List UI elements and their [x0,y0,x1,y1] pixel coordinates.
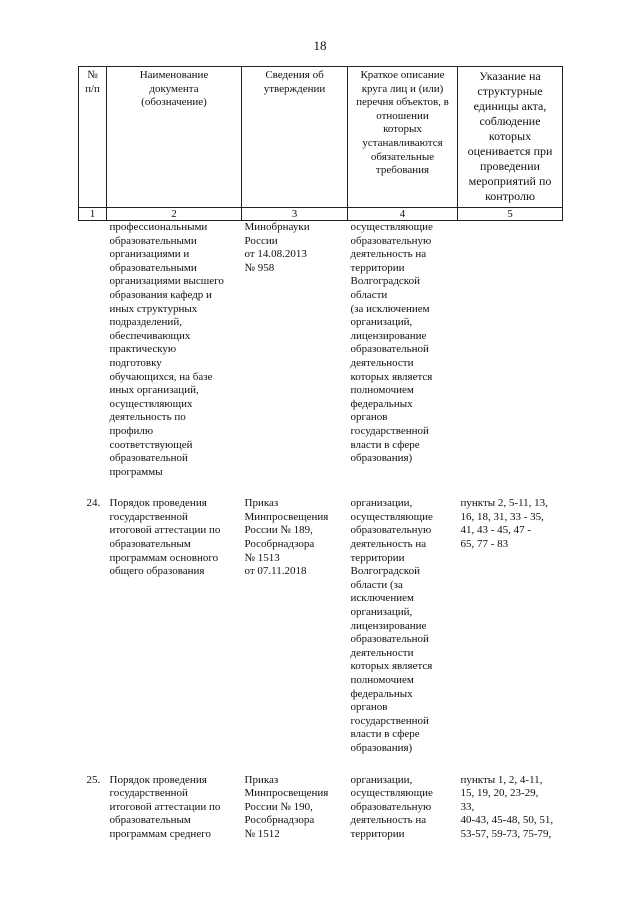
structural-units [458,221,563,480]
table-row [79,221,563,480]
column-number: 3 [242,208,348,221]
document-name: Порядок проведения государственной итоговой аттестации по образовательным программам среднего [109,773,221,840]
approval-info: Приказ Минпросвещения России № 189, Рособрнадзора № 1513 от 07.11.2018 [244,497,329,578]
requirements-table [78,66,563,842]
column-numbers-row [79,208,563,221]
structural-units: пункты 2, 5-11, 13, 16, 18, 31, 33 - 35, 41, 43 - 45, 47 - 65, 77 - 83 [460,497,548,551]
structural-units: пункты 1, 2, 4-11, 15, 19, 20, 23-29, 33, 40-43, 45-48, 50, 51, 53-57, 59-73, 75-79, [460,773,554,840]
row-number: 25. [86,773,101,786]
table-row [79,497,563,755]
approval-info: Приказ Минпросвещения России № 190, Рособрнадзора № 1512 [244,773,329,840]
table-header-row [79,67,563,208]
row-spacer [79,479,563,497]
header-approval-info: Сведения об утверждении [242,67,348,208]
column-number: 1 [79,208,107,221]
row-number: 24. [86,497,101,510]
page-number: 18 [313,38,327,53]
scope-description: организации, осуществляющие образовательную деятельность на территории Волгоградской области (за исключением организаций, лицензирование образовательной деятельности которых является полномочием федеральных органов государственной власти в сфере образования) [350,497,433,754]
row-number [79,221,107,480]
header-number: № п/п [79,67,107,208]
column-number: 4 [348,208,458,221]
scope-description: организации, осуществляющие образовательную деятельность на территории [350,773,433,840]
column-number: 5 [458,208,563,221]
column-number: 2 [107,208,242,221]
header-document-name: Наименование документа (обозначение) [107,67,242,208]
document-name: Порядок проведения государственной итоговой аттестации по образовательным программам основного общего образования [109,497,221,578]
header-structural-units: Указание на структурные единицы акта, соблюдение которых оценивается при проведении мероприятий по контролю [458,67,563,208]
document-name: профессиональными образовательными организациями и образовательными организациями высшего образования кафедр и иных структурных подразделений, обеспечивающих практическую подготовку обучающихся, на базе иных организаций, осуществляющих деятельность по профилю соответствующей образовательной программы [109,221,224,478]
table-row [79,774,563,842]
approval-info: Минобрнауки России от 14.08.2013 № 958 [244,221,310,274]
header-scope-description: Краткое описание круга лиц и (или) перечня объектов, в отношении которых устанавливаются обязательные требования [348,67,458,208]
scope-description: осуществляющие образовательную деятельность на территории Волгоградской области (за исключением организаций, лицензирование образовательной деятельности которых является полномочием федеральных органов государственной власти в сфере образования) [350,221,433,465]
row-spacer [79,756,563,774]
